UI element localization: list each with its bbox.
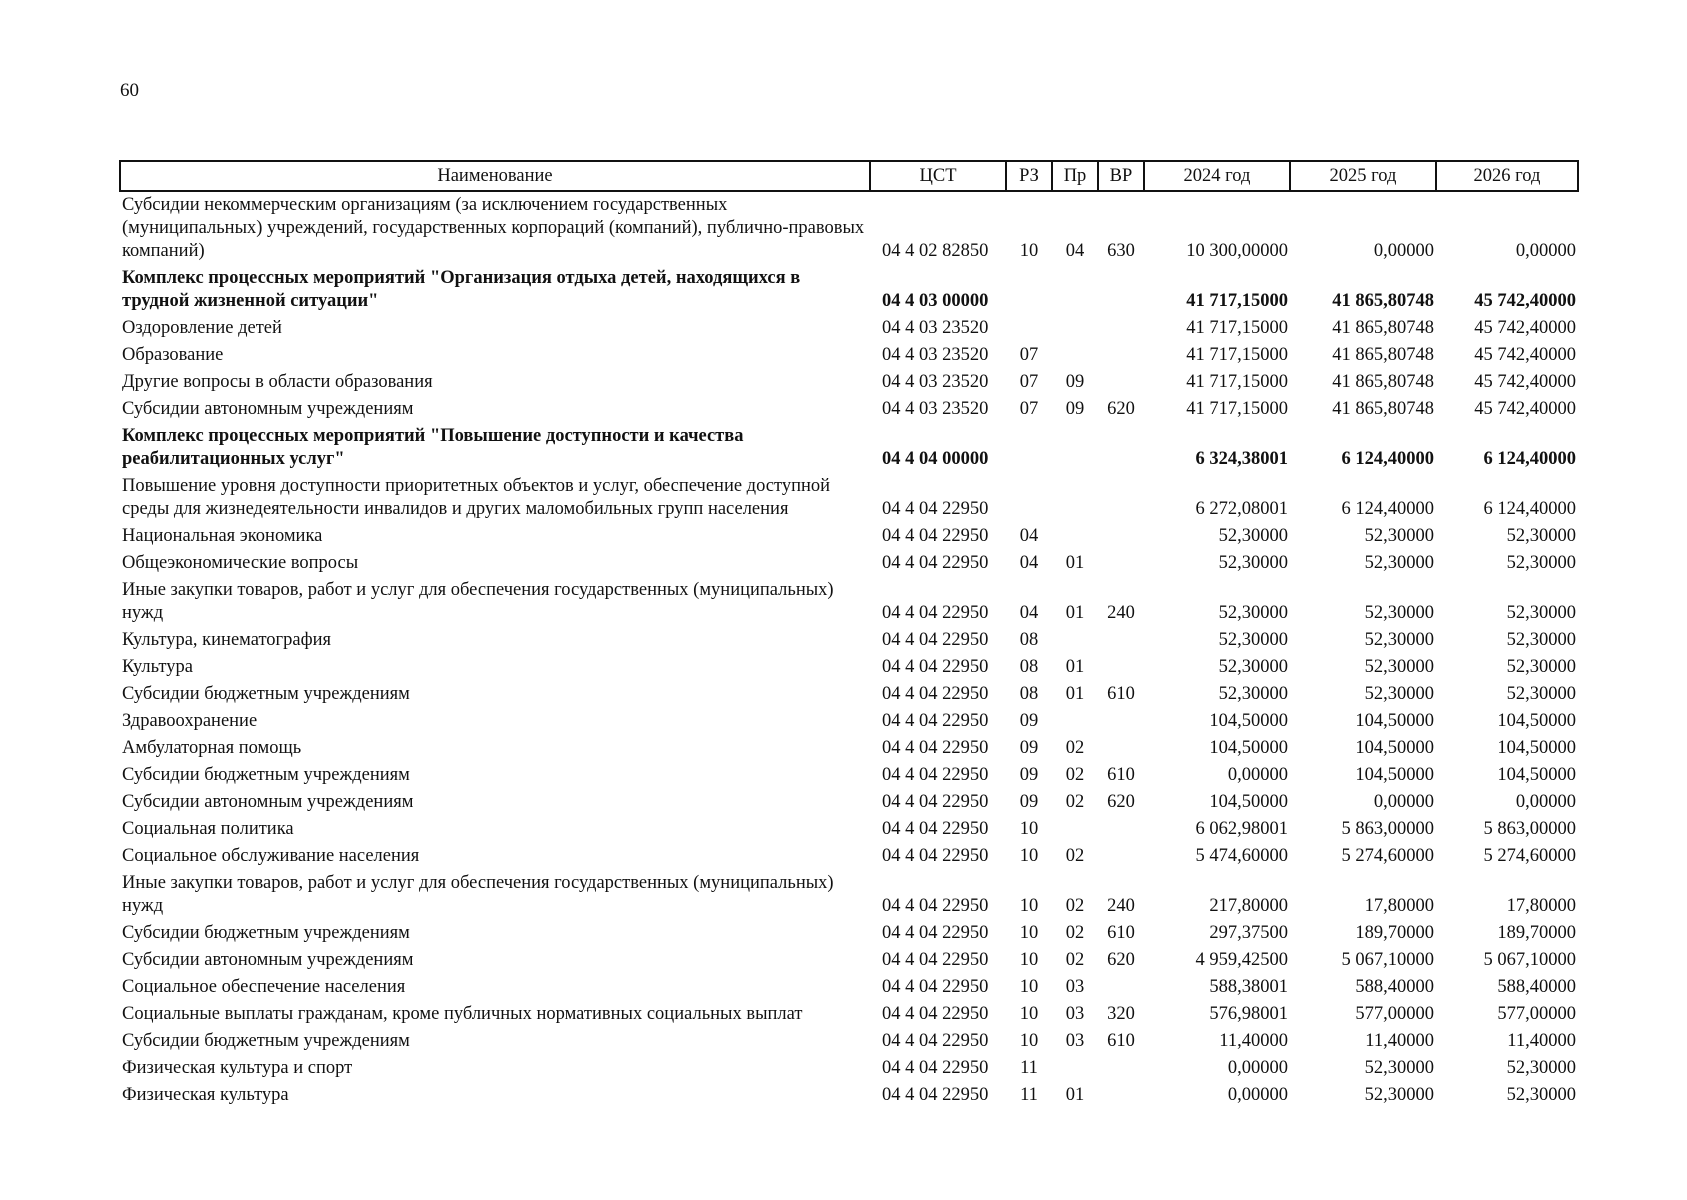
- row-cst-cell: 04 4 04 22950: [882, 711, 989, 731]
- table-row: [120, 577, 1578, 627]
- row-2025-cell: 52,30000: [1364, 526, 1434, 546]
- row-2026-cell: 45 742,40000: [1474, 291, 1576, 311]
- row-vr-cell: [1098, 342, 1144, 369]
- row-rz-cell: 09: [1019, 711, 1039, 731]
- row-cst-cell: 04 4 04 22950: [882, 526, 989, 546]
- row-vr-cell: [1098, 523, 1144, 550]
- row-rz-cell: 08: [1019, 630, 1039, 650]
- row-name-cell: Культура, кинематография: [122, 630, 332, 650]
- row-cst-cell: 04 4 03 23520: [882, 399, 989, 419]
- row-name-cell: Субсидии бюджетным учреждениям: [122, 923, 410, 943]
- row-vr-cell: [1098, 423, 1144, 473]
- row-2026-cell: 104,50000: [1497, 765, 1576, 785]
- row-rz-cell: 08: [1019, 684, 1039, 704]
- row-rz-cell: 04: [1019, 603, 1039, 623]
- row-cst-cell: 04 4 04 22950: [882, 603, 989, 623]
- row-2026-cell: 45 742,40000: [1474, 372, 1576, 392]
- row-vr-cell: [1098, 473, 1144, 523]
- row-2025-cell: 52,30000: [1364, 657, 1434, 677]
- row-pr-cell: [1052, 342, 1098, 369]
- row-name-cell: Социальные выплаты гражданам, кроме публичных нормативных социальных выплат: [122, 1004, 803, 1024]
- table-row: [120, 396, 1578, 423]
- row-rz-cell: 07: [1019, 372, 1039, 392]
- row-pr-cell: 02: [1065, 738, 1085, 758]
- table-row: [120, 523, 1578, 550]
- row-vr-cell: [1098, 369, 1144, 396]
- row-rz-cell: 04: [1019, 553, 1039, 573]
- row-2026-cell: 6 124,40000: [1483, 449, 1576, 469]
- row-2026-cell: 577,00000: [1497, 1004, 1576, 1024]
- row-2025-cell: 41 865,80748: [1332, 399, 1434, 419]
- row-2024-cell: 104,50000: [1209, 792, 1288, 812]
- row-rz-cell: [1006, 423, 1052, 473]
- row-vr-cell: [1098, 843, 1144, 870]
- row-2024-cell: 0,00000: [1227, 1085, 1288, 1105]
- row-name-cell: Физическая культура: [122, 1085, 289, 1105]
- row-2024-cell: 41 717,15000: [1186, 399, 1288, 419]
- row-name-cell: Другие вопросы в области образования: [122, 372, 433, 392]
- row-cst-cell: 04 4 04 22950: [882, 765, 989, 785]
- row-2026-cell: 104,50000: [1497, 738, 1576, 758]
- row-2025-cell: 189,70000: [1355, 923, 1434, 943]
- row-name-cell: Социальная политика: [122, 819, 294, 839]
- row-name-cell: Амбулаторная помощь: [122, 738, 302, 758]
- row-2025-cell: 52,30000: [1364, 553, 1434, 573]
- row-vr-cell: 620: [1107, 399, 1135, 419]
- row-pr-cell: 09: [1065, 372, 1085, 392]
- row-2024-cell: 10 300,00000: [1186, 241, 1288, 261]
- row-pr-cell: 01: [1065, 553, 1085, 573]
- row-cst-cell: 04 4 04 22950: [882, 684, 989, 704]
- row-2024-cell: 41 717,15000: [1186, 345, 1288, 365]
- row-pr-cell: [1052, 473, 1098, 523]
- row-2025-cell: 104,50000: [1355, 738, 1434, 758]
- row-cst-cell: 04 4 04 22950: [882, 1004, 989, 1024]
- row-2024-cell: 52,30000: [1218, 657, 1288, 677]
- table-row: [120, 920, 1578, 947]
- header-2026: 2026 год: [1436, 161, 1578, 191]
- table-row: [120, 947, 1578, 974]
- row-rz-cell: 10: [1019, 241, 1039, 261]
- row-pr-cell: [1052, 523, 1098, 550]
- row-rz-cell: 10: [1019, 977, 1039, 997]
- row-cst-cell: 04 4 03 23520: [882, 345, 989, 365]
- row-vr-cell: [1098, 315, 1144, 342]
- row-name-cell: Субсидии некоммерческим организациям (за исключением государственных (муниципальных) учреждений, государственных корпораций (компаний), публично-правовых компаний): [122, 195, 865, 261]
- row-cst-cell: 04 4 04 00000: [882, 449, 989, 469]
- row-rz-cell: 10: [1019, 1031, 1039, 1051]
- row-2024-cell: 5 474,60000: [1195, 846, 1288, 866]
- table-row: [120, 191, 1578, 265]
- header-cst: ЦСТ: [870, 161, 1006, 191]
- row-pr-cell: [1052, 265, 1098, 315]
- row-pr-cell: 02: [1065, 950, 1085, 970]
- row-pr-cell: 02: [1065, 846, 1085, 866]
- row-2025-cell: 6 124,40000: [1341, 449, 1434, 469]
- row-2026-cell: 52,30000: [1506, 630, 1576, 650]
- row-pr-cell: 02: [1065, 896, 1085, 916]
- row-name-cell: Субсидии автономным учреждениям: [122, 792, 414, 812]
- header-vr: ВР: [1098, 161, 1144, 191]
- row-2024-cell: 0,00000: [1227, 765, 1288, 785]
- row-pr-cell: 04: [1065, 241, 1085, 261]
- row-cst-cell: 04 4 03 23520: [882, 318, 989, 338]
- row-2026-cell: 0,00000: [1515, 792, 1576, 812]
- table-row: [120, 369, 1578, 396]
- table-row: [120, 762, 1578, 789]
- row-pr-cell: 01: [1065, 684, 1085, 704]
- table-row: [120, 789, 1578, 816]
- row-2025-cell: 5 067,10000: [1341, 950, 1434, 970]
- row-2026-cell: 52,30000: [1506, 1085, 1576, 1105]
- row-2026-cell: 5 863,00000: [1483, 819, 1576, 839]
- row-2026-cell: 52,30000: [1506, 684, 1576, 704]
- row-2026-cell: 45 742,40000: [1474, 399, 1576, 419]
- row-2025-cell: 52,30000: [1364, 603, 1434, 623]
- table-row: [120, 473, 1578, 523]
- row-name-cell: Иные закупки товаров, работ и услуг для обеспечения государственных (муниципальных) нужд: [122, 873, 834, 916]
- row-2025-cell: 41 865,80748: [1332, 345, 1434, 365]
- row-2024-cell: 52,30000: [1218, 526, 1288, 546]
- row-cst-cell: 04 4 04 22950: [882, 846, 989, 866]
- row-2025-cell: 52,30000: [1364, 630, 1434, 650]
- row-name-cell: Повышение уровня доступности приоритетных объектов и услуг, обеспечение доступной среды для жизнедеятельности инвалидов и других маломобильных групп населения: [122, 476, 831, 519]
- table-row: [120, 315, 1578, 342]
- table-row: [120, 423, 1578, 473]
- row-2026-cell: 104,50000: [1497, 711, 1576, 731]
- row-pr-cell: 03: [1065, 1031, 1085, 1051]
- table-header-row: [120, 161, 1578, 191]
- row-rz-cell: 08: [1019, 657, 1039, 677]
- row-cst-cell: 04 4 04 22950: [882, 1085, 989, 1105]
- row-2026-cell: 45 742,40000: [1474, 345, 1576, 365]
- row-pr-cell: 01: [1065, 603, 1085, 623]
- row-vr-cell: 240: [1107, 603, 1135, 623]
- row-rz-cell: 04: [1019, 526, 1039, 546]
- row-2024-cell: 6 324,38001: [1195, 449, 1288, 469]
- row-rz-cell: 11: [1020, 1085, 1038, 1105]
- row-cst-cell: 04 4 04 22950: [882, 630, 989, 650]
- row-pr-cell: 01: [1065, 1085, 1085, 1105]
- row-2025-cell: 5 274,60000: [1341, 846, 1434, 866]
- header-2025: 2025 год: [1290, 161, 1436, 191]
- row-cst-cell: 04 4 04 22950: [882, 553, 989, 573]
- row-vr-cell: 610: [1107, 1031, 1135, 1051]
- row-name-cell: Образование: [122, 345, 224, 365]
- row-vr-cell: [1098, 1082, 1144, 1109]
- header-2024: 2024 год: [1144, 161, 1290, 191]
- row-vr-cell: [1098, 265, 1144, 315]
- row-2025-cell: 52,30000: [1364, 1085, 1434, 1105]
- row-rz-cell: 10: [1019, 819, 1039, 839]
- row-vr-cell: 620: [1107, 950, 1135, 970]
- row-2024-cell: 52,30000: [1218, 603, 1288, 623]
- row-2024-cell: 41 717,15000: [1186, 318, 1288, 338]
- row-name-cell: Культура: [122, 657, 193, 677]
- row-2024-cell: 52,30000: [1218, 630, 1288, 650]
- row-vr-cell: 630: [1107, 241, 1135, 261]
- row-2026-cell: 52,30000: [1506, 657, 1576, 677]
- row-name-cell: Общеэкономические вопросы: [122, 553, 359, 573]
- row-cst-cell: 04 4 04 22950: [882, 950, 989, 970]
- row-2026-cell: 17,80000: [1506, 896, 1576, 916]
- row-pr-cell: 02: [1065, 792, 1085, 812]
- row-2024-cell: 0,00000: [1227, 1058, 1288, 1078]
- row-rz-cell: [1006, 473, 1052, 523]
- row-2025-cell: 11,40000: [1365, 1031, 1434, 1051]
- table-row: [120, 1001, 1578, 1028]
- row-vr-cell: 240: [1107, 896, 1135, 916]
- row-pr-cell: 02: [1065, 923, 1085, 943]
- row-rz-cell: 07: [1019, 345, 1039, 365]
- table-row: [120, 627, 1578, 654]
- row-pr-cell: [1052, 315, 1098, 342]
- row-pr-cell: 09: [1065, 399, 1085, 419]
- row-rz-cell: [1006, 315, 1052, 342]
- row-2026-cell: 5 067,10000: [1483, 950, 1576, 970]
- row-rz-cell: 10: [1019, 1004, 1039, 1024]
- row-cst-cell: 04 4 04 22950: [882, 977, 989, 997]
- row-2024-cell: 588,38001: [1209, 977, 1288, 997]
- row-name-cell: Комплекс процессных мероприятий "Организация отдыха детей, находящихся в трудной жизненной ситуации": [122, 268, 801, 311]
- row-cst-cell: 04 4 04 22950: [882, 896, 989, 916]
- row-rz-cell: 10: [1019, 950, 1039, 970]
- row-cst-cell: 04 4 04 22950: [882, 792, 989, 812]
- table-row: [120, 1028, 1578, 1055]
- row-2025-cell: 6 124,40000: [1341, 499, 1434, 519]
- row-rz-cell: 09: [1019, 792, 1039, 812]
- row-vr-cell: [1098, 816, 1144, 843]
- row-rz-cell: 07: [1019, 399, 1039, 419]
- row-name-cell: Субсидии автономным учреждениям: [122, 399, 414, 419]
- row-2024-cell: 52,30000: [1218, 684, 1288, 704]
- table-row: [120, 1055, 1578, 1082]
- row-vr-cell: [1098, 735, 1144, 762]
- row-name-cell: Физическая культура и спорт: [122, 1058, 353, 1078]
- header-pr: Пр: [1052, 161, 1098, 191]
- row-2025-cell: 41 865,80748: [1332, 291, 1434, 311]
- table-row: [120, 974, 1578, 1001]
- row-2026-cell: 52,30000: [1506, 526, 1576, 546]
- row-2025-cell: 104,50000: [1355, 711, 1434, 731]
- row-rz-cell: [1006, 265, 1052, 315]
- row-vr-cell: 610: [1107, 923, 1135, 943]
- row-2025-cell: 5 863,00000: [1341, 819, 1434, 839]
- row-2025-cell: 0,00000: [1373, 792, 1434, 812]
- row-2026-cell: 52,30000: [1506, 603, 1576, 623]
- row-name-cell: Комплекс процессных мероприятий "Повышение доступности и качества реабилитационных услуг": [122, 426, 744, 469]
- table-row: [120, 708, 1578, 735]
- row-pr-cell: [1052, 816, 1098, 843]
- row-2024-cell: 52,30000: [1218, 553, 1288, 573]
- row-2026-cell: 5 274,60000: [1483, 846, 1576, 866]
- table-row: [120, 265, 1578, 315]
- row-pr-cell: 01: [1065, 657, 1085, 677]
- row-name-cell: Социальное обеспечение населения: [122, 977, 406, 997]
- row-cst-cell: 04 4 04 22950: [882, 657, 989, 677]
- row-pr-cell: 03: [1065, 1004, 1085, 1024]
- row-vr-cell: [1098, 708, 1144, 735]
- row-2024-cell: 104,50000: [1209, 738, 1288, 758]
- row-rz-cell: 09: [1019, 765, 1039, 785]
- row-2025-cell: 41 865,80748: [1332, 318, 1434, 338]
- row-2025-cell: 577,00000: [1355, 1004, 1434, 1024]
- row-cst-cell: 04 4 04 22950: [882, 1058, 989, 1078]
- row-name-cell: Иные закупки товаров, работ и услуг для обеспечения государственных (муниципальных) нужд: [122, 580, 834, 623]
- row-2026-cell: 52,30000: [1506, 553, 1576, 573]
- row-2026-cell: 189,70000: [1497, 923, 1576, 943]
- row-cst-cell: 04 4 03 00000: [882, 291, 989, 311]
- table-row: [120, 735, 1578, 762]
- row-cst-cell: 04 4 04 22950: [882, 738, 989, 758]
- table-row: [120, 1082, 1578, 1109]
- row-name-cell: Субсидии автономным учреждениям: [122, 950, 414, 970]
- row-rz-cell: 09: [1019, 738, 1039, 758]
- row-cst-cell: 04 4 04 22950: [882, 923, 989, 943]
- row-pr-cell: [1052, 708, 1098, 735]
- row-2024-cell: 576,98001: [1209, 1004, 1288, 1024]
- row-vr-cell: 610: [1107, 765, 1135, 785]
- row-vr-cell: 620: [1107, 792, 1135, 812]
- row-2025-cell: 0,00000: [1373, 241, 1434, 261]
- budget-table: [119, 160, 1579, 1109]
- row-2026-cell: 6 124,40000: [1483, 499, 1576, 519]
- row-name-cell: Субсидии бюджетным учреждениям: [122, 765, 410, 785]
- row-vr-cell: 320: [1107, 1004, 1135, 1024]
- table-row: [120, 342, 1578, 369]
- table-row: [120, 870, 1578, 920]
- row-name-cell: Национальная экономика: [122, 526, 323, 546]
- row-vr-cell: [1098, 654, 1144, 681]
- row-2026-cell: 52,30000: [1506, 1058, 1576, 1078]
- row-2024-cell: 217,80000: [1209, 896, 1288, 916]
- table-row: [120, 681, 1578, 708]
- row-cst-cell: 04 4 04 22950: [882, 1031, 989, 1051]
- row-2025-cell: 104,50000: [1355, 765, 1434, 785]
- row-cst-cell: 04 4 04 22950: [882, 819, 989, 839]
- row-2024-cell: 41 717,15000: [1186, 291, 1288, 311]
- row-pr-cell: 02: [1065, 765, 1085, 785]
- row-cst-cell: 04 4 04 22950: [882, 499, 989, 519]
- row-name-cell: Субсидии бюджетным учреждениям: [122, 1031, 410, 1051]
- row-2024-cell: 6 062,98001: [1195, 819, 1288, 839]
- row-vr-cell: [1098, 1055, 1144, 1082]
- row-name-cell: Субсидии бюджетным учреждениям: [122, 684, 410, 704]
- page-number: 60: [120, 80, 139, 101]
- row-2024-cell: 297,37500: [1209, 923, 1288, 943]
- row-name-cell: Оздоровление детей: [122, 318, 282, 338]
- row-2026-cell: 11,40000: [1507, 1031, 1576, 1051]
- row-rz-cell: 10: [1019, 846, 1039, 866]
- row-2026-cell: 45 742,40000: [1474, 318, 1576, 338]
- row-rz-cell: 10: [1019, 923, 1039, 943]
- table-body: [120, 191, 1578, 1109]
- row-name-cell: Социальное обслуживание населения: [122, 846, 420, 866]
- row-2025-cell: 52,30000: [1364, 684, 1434, 704]
- row-2024-cell: 41 717,15000: [1186, 372, 1288, 392]
- row-cst-cell: 04 4 03 23520: [882, 372, 989, 392]
- row-cst-cell: 04 4 02 82850: [882, 241, 989, 261]
- row-rz-cell: 11: [1020, 1058, 1038, 1078]
- row-2025-cell: 588,40000: [1355, 977, 1434, 997]
- table-row: [120, 816, 1578, 843]
- row-2025-cell: 41 865,80748: [1332, 372, 1434, 392]
- row-pr-cell: [1052, 627, 1098, 654]
- row-vr-cell: [1098, 627, 1144, 654]
- row-2026-cell: 0,00000: [1515, 241, 1576, 261]
- row-pr-cell: [1052, 1055, 1098, 1082]
- row-vr-cell: 610: [1107, 684, 1135, 704]
- row-2025-cell: 52,30000: [1364, 1058, 1434, 1078]
- row-vr-cell: [1098, 550, 1144, 577]
- row-2024-cell: 104,50000: [1209, 711, 1288, 731]
- row-2024-cell: 4 959,42500: [1195, 950, 1288, 970]
- row-2024-cell: 6 272,08001: [1195, 499, 1288, 519]
- row-2026-cell: 588,40000: [1497, 977, 1576, 997]
- table-row: [120, 550, 1578, 577]
- table-row: [120, 654, 1578, 681]
- row-2025-cell: 17,80000: [1364, 896, 1434, 916]
- row-pr-cell: 03: [1065, 977, 1085, 997]
- row-2024-cell: 11,40000: [1219, 1031, 1288, 1051]
- row-name-cell: Здравоохранение: [122, 711, 258, 731]
- header-rz: РЗ: [1006, 161, 1052, 191]
- header-name: Наименование: [120, 161, 870, 191]
- row-pr-cell: [1052, 423, 1098, 473]
- row-vr-cell: [1098, 974, 1144, 1001]
- table-row: [120, 843, 1578, 870]
- row-rz-cell: 10: [1019, 896, 1039, 916]
